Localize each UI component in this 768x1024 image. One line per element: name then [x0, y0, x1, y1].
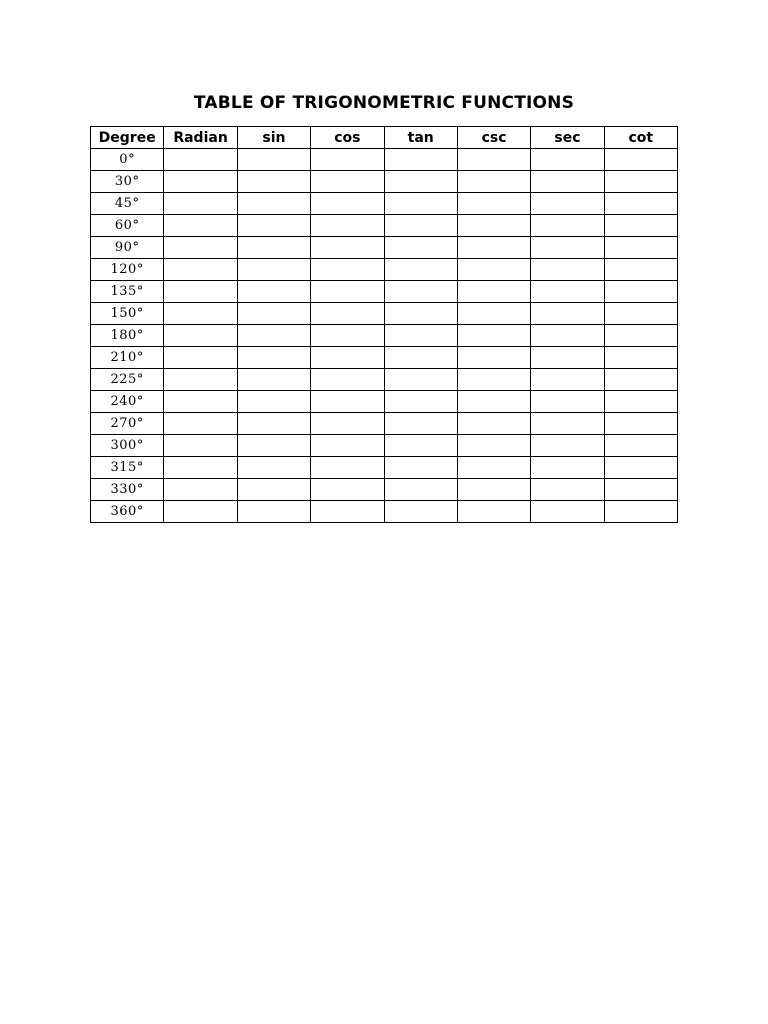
sin-cell	[237, 369, 310, 391]
table-body	[91, 149, 678, 523]
header-degree: Degree	[91, 127, 164, 149]
table-row	[91, 237, 678, 259]
header-radian: Radian	[164, 127, 237, 149]
degree-cell: 150°	[91, 303, 164, 325]
tan-cell	[384, 193, 457, 215]
tan-cell	[384, 259, 457, 281]
radian-cell	[164, 215, 237, 237]
cot-cell	[604, 215, 677, 237]
sin-cell	[237, 325, 310, 347]
cot-cell	[604, 457, 677, 479]
sin-cell	[237, 479, 310, 501]
tan-cell	[384, 347, 457, 369]
csc-cell	[457, 435, 530, 457]
sec-cell	[531, 259, 604, 281]
degree-cell: 120°	[91, 259, 164, 281]
csc-cell	[457, 215, 530, 237]
tan-cell	[384, 215, 457, 237]
sin-cell	[237, 281, 310, 303]
degree-cell: 330°	[91, 479, 164, 501]
cos-cell	[311, 303, 384, 325]
degree-cell: 360°	[91, 501, 164, 523]
csc-cell	[457, 369, 530, 391]
csc-cell	[457, 259, 530, 281]
header-sin: sin	[237, 127, 310, 149]
radian-cell	[164, 479, 237, 501]
tan-cell	[384, 479, 457, 501]
cot-cell	[604, 413, 677, 435]
tan-cell	[384, 435, 457, 457]
sin-cell	[237, 413, 310, 435]
degree-cell: 90°	[91, 237, 164, 259]
radian-cell	[164, 347, 237, 369]
radian-cell	[164, 259, 237, 281]
table-row	[91, 369, 678, 391]
tan-cell	[384, 413, 457, 435]
tan-cell	[384, 501, 457, 523]
cos-cell	[311, 413, 384, 435]
sin-cell	[237, 215, 310, 237]
sec-cell	[531, 501, 604, 523]
radian-cell	[164, 435, 237, 457]
radian-cell	[164, 149, 237, 171]
radian-cell	[164, 391, 237, 413]
sec-cell	[531, 193, 604, 215]
sin-cell	[237, 501, 310, 523]
degree-cell: 45°	[91, 193, 164, 215]
sec-cell	[531, 479, 604, 501]
degree-cell: 225°	[91, 369, 164, 391]
sec-cell	[531, 325, 604, 347]
csc-cell	[457, 237, 530, 259]
degree-cell: 30°	[91, 171, 164, 193]
table-row	[91, 347, 678, 369]
page-title: TABLE OF TRIGONOMETRIC FUNCTIONS	[193, 93, 575, 113]
degree-cell: 135°	[91, 281, 164, 303]
table-row	[91, 413, 678, 435]
cot-cell	[604, 369, 677, 391]
radian-cell	[164, 303, 237, 325]
table-row	[91, 215, 678, 237]
radian-cell	[164, 325, 237, 347]
cos-cell	[311, 325, 384, 347]
tan-cell	[384, 391, 457, 413]
sec-cell	[531, 457, 604, 479]
tan-cell	[384, 325, 457, 347]
sec-cell	[531, 369, 604, 391]
radian-cell	[164, 369, 237, 391]
header-sec: sec	[531, 127, 604, 149]
tan-cell	[384, 369, 457, 391]
cot-cell	[604, 325, 677, 347]
sin-cell	[237, 303, 310, 325]
cot-cell	[604, 391, 677, 413]
sin-cell	[237, 347, 310, 369]
radian-cell	[164, 171, 237, 193]
sin-cell	[237, 237, 310, 259]
degree-cell: 270°	[91, 413, 164, 435]
header-cos: cos	[311, 127, 384, 149]
sin-cell	[237, 457, 310, 479]
cos-cell	[311, 193, 384, 215]
sec-cell	[531, 281, 604, 303]
cos-cell	[311, 501, 384, 523]
sin-cell	[237, 259, 310, 281]
sin-cell	[237, 149, 310, 171]
cos-cell	[311, 369, 384, 391]
radian-cell	[164, 281, 237, 303]
cot-cell	[604, 171, 677, 193]
sec-cell	[531, 237, 604, 259]
cot-cell	[604, 149, 677, 171]
csc-cell	[457, 501, 530, 523]
table-row	[91, 259, 678, 281]
header-tan: tan	[384, 127, 457, 149]
table-row	[91, 303, 678, 325]
degree-cell: 210°	[91, 347, 164, 369]
csc-cell	[457, 193, 530, 215]
cot-cell	[604, 479, 677, 501]
table-row	[91, 281, 678, 303]
csc-cell	[457, 171, 530, 193]
cos-cell	[311, 347, 384, 369]
csc-cell	[457, 479, 530, 501]
cos-cell	[311, 479, 384, 501]
tan-cell	[384, 303, 457, 325]
cos-cell	[311, 149, 384, 171]
table-row	[91, 171, 678, 193]
table-row	[91, 391, 678, 413]
cot-cell	[604, 237, 677, 259]
table-row	[91, 479, 678, 501]
radian-cell	[164, 413, 237, 435]
csc-cell	[457, 413, 530, 435]
radian-cell	[164, 237, 237, 259]
cot-cell	[604, 303, 677, 325]
cos-cell	[311, 237, 384, 259]
degree-cell: 300°	[91, 435, 164, 457]
cot-cell	[604, 281, 677, 303]
tan-cell	[384, 171, 457, 193]
csc-cell	[457, 391, 530, 413]
csc-cell	[457, 149, 530, 171]
header-cot: cot	[604, 127, 677, 149]
cos-cell	[311, 281, 384, 303]
tan-cell	[384, 457, 457, 479]
header-csc: csc	[457, 127, 530, 149]
cot-cell	[604, 435, 677, 457]
radian-cell	[164, 457, 237, 479]
degree-cell: 60°	[91, 215, 164, 237]
cos-cell	[311, 215, 384, 237]
table-row	[91, 325, 678, 347]
trig-functions-table	[90, 126, 678, 523]
sin-cell	[237, 391, 310, 413]
table-header-row	[91, 127, 678, 149]
sin-cell	[237, 435, 310, 457]
tan-cell	[384, 149, 457, 171]
sec-cell	[531, 391, 604, 413]
radian-cell	[164, 193, 237, 215]
cos-cell	[311, 435, 384, 457]
sec-cell	[531, 413, 604, 435]
sec-cell	[531, 435, 604, 457]
cos-cell	[311, 457, 384, 479]
sec-cell	[531, 347, 604, 369]
table-row	[91, 435, 678, 457]
table-row	[91, 149, 678, 171]
sec-cell	[531, 149, 604, 171]
cos-cell	[311, 171, 384, 193]
csc-cell	[457, 457, 530, 479]
cot-cell	[604, 259, 677, 281]
cos-cell	[311, 391, 384, 413]
cos-cell	[311, 259, 384, 281]
degree-cell: 0°	[91, 149, 164, 171]
csc-cell	[457, 325, 530, 347]
csc-cell	[457, 303, 530, 325]
cot-cell	[604, 347, 677, 369]
tan-cell	[384, 281, 457, 303]
sin-cell	[237, 171, 310, 193]
sin-cell	[237, 193, 310, 215]
csc-cell	[457, 281, 530, 303]
cot-cell	[604, 501, 677, 523]
sec-cell	[531, 215, 604, 237]
degree-cell: 180°	[91, 325, 164, 347]
csc-cell	[457, 347, 530, 369]
table-row	[91, 457, 678, 479]
degree-cell: 240°	[91, 391, 164, 413]
tan-cell	[384, 237, 457, 259]
cot-cell	[604, 193, 677, 215]
table-row	[91, 501, 678, 523]
radian-cell	[164, 501, 237, 523]
sec-cell	[531, 303, 604, 325]
table-row	[91, 193, 678, 215]
sec-cell	[531, 171, 604, 193]
degree-cell: 315°	[91, 457, 164, 479]
